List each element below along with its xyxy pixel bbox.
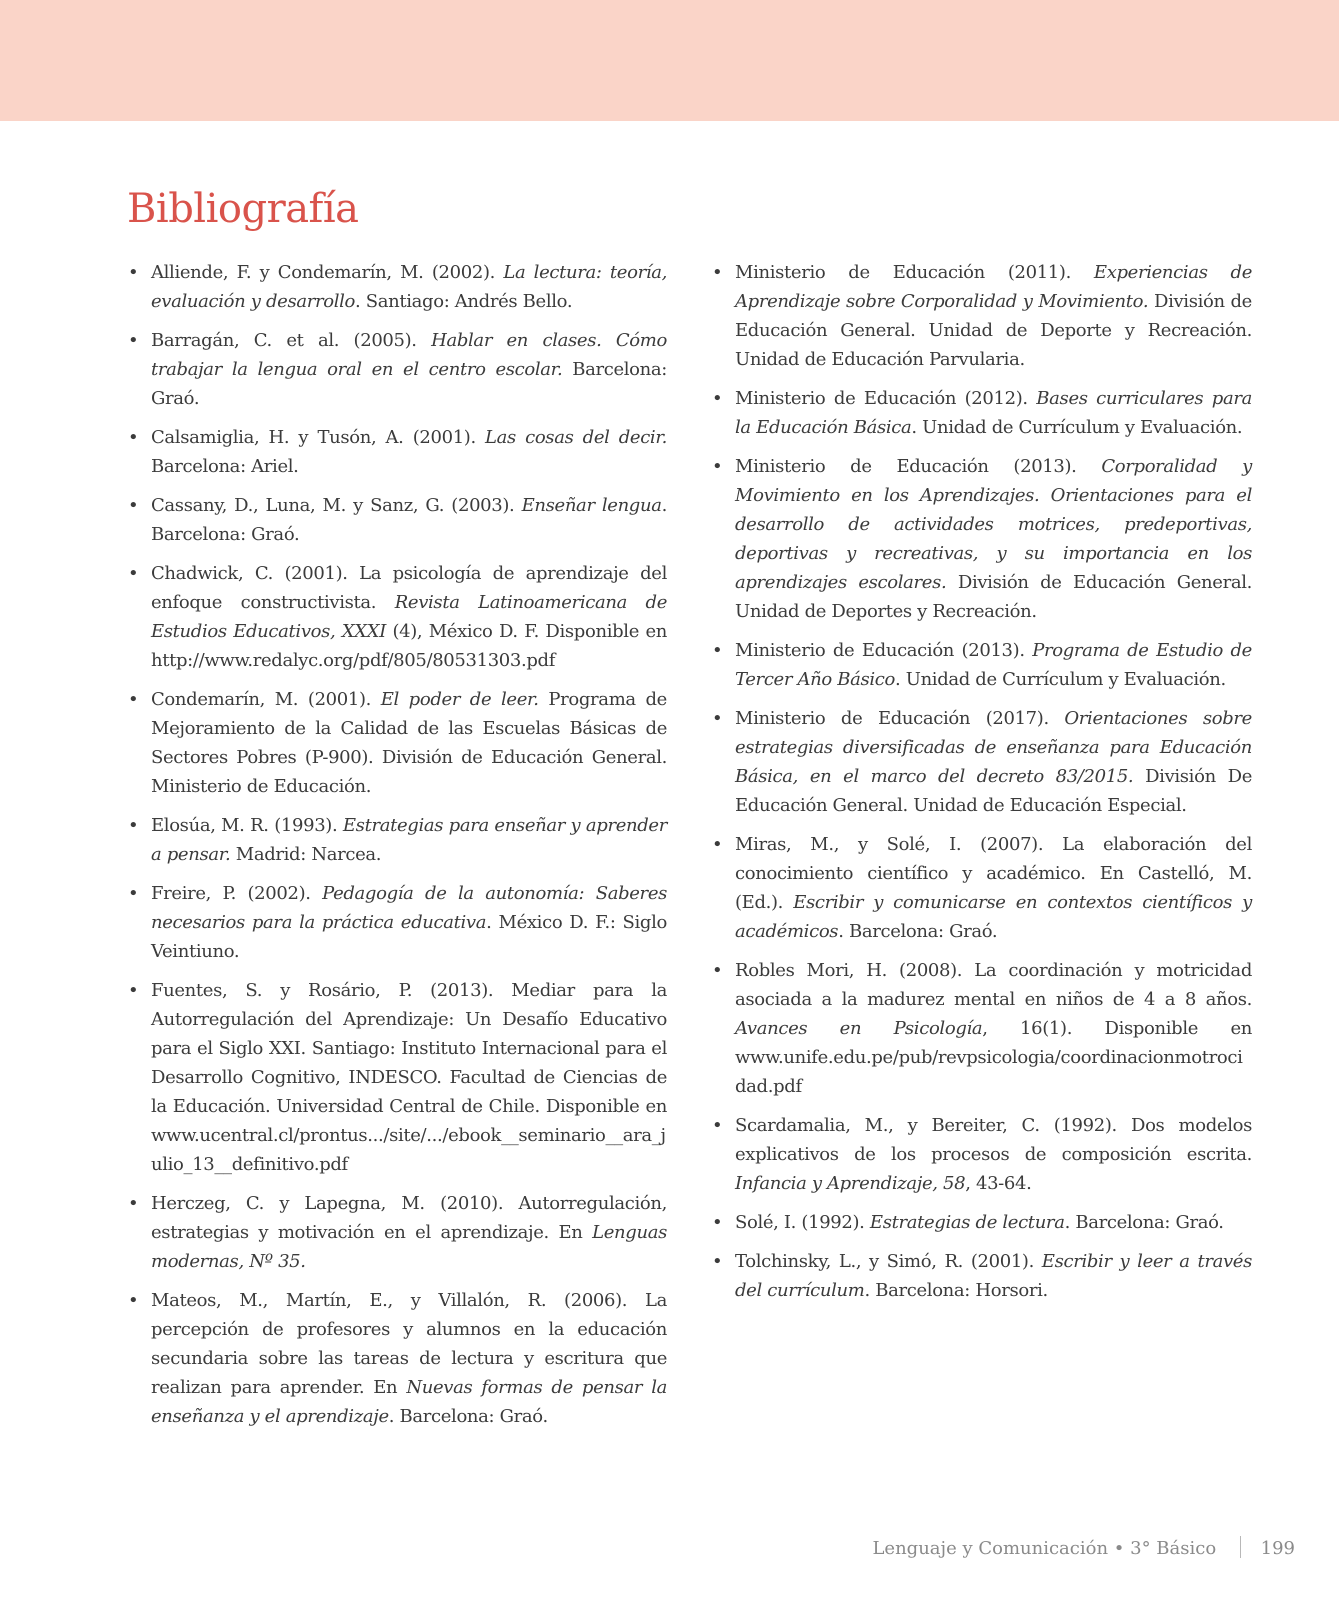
bullet-icon: • — [712, 834, 723, 855]
bibliography-entry — [127, 685, 667, 801]
bullet-icon: • — [712, 960, 723, 981]
bibliography-entry — [127, 258, 667, 316]
entry-title-italic: Orientaciones sobre estrategias diversificadas de enseñanza para Educación Básica, en el marco del decreto 83/2015. — [735, 708, 1252, 787]
bullet-icon: • — [128, 883, 139, 904]
entry-text: Elosúa, M. R. (1993). — [151, 815, 343, 836]
entry-text: Alliende, F. y Condemarín, M. (2002). — [151, 262, 504, 283]
entry-title-italic: El poder de leer. — [380, 689, 539, 710]
entry-text: Mateos, M., Martín, E., y Villalón, R. (2006). La percepción de profesores y alumnos en la educación secundaria sobre las tareas de lectura y escritura que realizan para aprender. En — [151, 1290, 667, 1398]
page-number: 199 — [1260, 1538, 1295, 1559]
bullet-icon: • — [128, 262, 139, 283]
bullet-icon: • — [712, 262, 723, 283]
bibliography-entry — [711, 1208, 1252, 1237]
entry-text: División de Educación General. Unidad de Deporte y Recreación. Unidad de Educación Parvularia. — [735, 291, 1252, 370]
bullet-icon: • — [712, 388, 723, 409]
entry-text: Barcelona: Graó. — [151, 359, 668, 409]
bullet-icon: • — [128, 330, 139, 351]
bullet-icon: • — [712, 640, 723, 661]
entry-text: Freire, P. (2002). — [151, 883, 323, 904]
entry-title-italic: Escribir y leer a través del currículum — [735, 1251, 1252, 1301]
entry-text: Condemarín, M. (2001). — [151, 689, 381, 710]
bibliography-entry — [127, 879, 667, 966]
bullet-icon: • — [128, 1290, 139, 1311]
bullet-icon: • — [712, 1115, 723, 1136]
bibliography-entry — [127, 423, 667, 481]
entry-text: , 43-64. — [965, 1173, 1032, 1194]
entry-title-italic: La lectura: teoría, evaluación y desarrollo — [151, 262, 667, 312]
entry-title-italic: Corporalidad y Movimiento en los Aprendizajes. Orientaciones para el desarrollo de actividades motrices, predeportivas, deportivas y recreativas, y su importancia en los aprendizajes escolares. — [735, 456, 1252, 593]
entry-text: Ministerio de Educación (2012). — [735, 388, 1037, 409]
bibliography-entry — [711, 704, 1252, 820]
entry-title-italic: Avances en Psicología — [735, 1018, 983, 1039]
page-title: Bibliografía — [127, 186, 359, 232]
bibliography-entry — [711, 830, 1252, 946]
bibliography-entry — [711, 1111, 1252, 1198]
page-footer — [872, 1536, 1295, 1561]
entry-text: Tolchinsky, L., y Simó, R. (2001). — [735, 1251, 1042, 1272]
entry-text: Miras, M., y Solé, I. (2007). La elaboración del conocimiento científico y académico. En Castelló, M. (Ed.). — [735, 834, 1252, 913]
entry-text: . Barcelona: Graó. — [388, 1406, 548, 1427]
bibliography-entry — [127, 976, 667, 1179]
bullet-icon: • — [128, 495, 139, 516]
entry-text: . Unidad de Currículum y Evaluación. — [911, 417, 1243, 438]
entry-text: Ministerio de Educación (2017). — [735, 708, 1065, 729]
bullet-icon: • — [128, 563, 139, 584]
entry-title-italic: Escribir y comunicarse en contextos científicos y académicos — [735, 892, 1252, 942]
footer-divider — [1240, 1536, 1241, 1558]
bibliography-entry — [711, 452, 1252, 626]
entry-text: Calsamiglia, H. y Tusón, A. (2001). — [151, 427, 486, 448]
entry-text: . Barcelona: Graó. — [838, 921, 998, 942]
entry-title-italic: Pedagogía de la autonomía: Saberes necesarios para la práctica educativa — [151, 883, 668, 933]
entry-text: Solé, I. (1992). — [735, 1212, 870, 1233]
entry-text: Barragán, C. et al. (2005). — [151, 330, 432, 351]
bibliography-entry — [711, 956, 1252, 1101]
bibliography-entry — [127, 326, 667, 413]
entry-text: Herczeg, C. y Lapegna, M. (2010). Autorregulación, estrategias y motivación en el aprendizaje. En — [151, 1193, 667, 1243]
entry-text: . Barcelona: Graó. — [1064, 1212, 1224, 1233]
entry-text: Programa de Mejoramiento de la Calidad de las Escuelas Básicas de Sectores Pobres (P-900). División de Educación General. Ministerio de Educación. — [151, 689, 667, 797]
entry-text: Ministerio de Educación (2013). — [735, 640, 1033, 661]
entry-title-italic: Hablar en clases. Cómo trabajar la lengua oral en el centro escolar. — [151, 330, 667, 380]
entry-text: Fuentes, S. y Rosário, P. (2013). Mediar para la Autorregulación del Aprendizaje: Un Desafío Educativo para el Siglo XXI. Santiago: Instituto Internacional para el Desarrollo Cognitivo, INDESCO. Facultad de Ciencias de la Educación. Universidad Central de Chile. Disponible en www.ucentral.cl/prontus.../site/.../ebook__seminario__ara_julio_13__definitivo.pdf — [151, 980, 667, 1175]
entry-title-italic: Estrategias para enseñar y aprender a pensar. — [151, 815, 667, 865]
bibliography-entry — [711, 1247, 1252, 1305]
entry-text: Robles Mori, H. (2008). La coordinación y motricidad asociada a la madurez mental en niños de 4 a 8 años. — [735, 960, 1252, 1010]
bullet-icon: • — [128, 815, 139, 836]
bibliography-entry — [127, 1286, 667, 1431]
entry-text: Ministerio de Educación (2013). — [735, 456, 1102, 477]
bullet-icon: • — [712, 456, 723, 477]
bibliography-entry — [711, 636, 1252, 694]
entry-text: . Unidad de Currículum y Evaluación. — [895, 669, 1226, 690]
entry-title-italic: Enseñar lengua — [521, 495, 662, 516]
bibliography-entry — [711, 384, 1252, 442]
entry-title-italic: Bases curriculares para la Educación Básica — [735, 388, 1252, 438]
entry-text: Chadwick, C. (2001). La psicología de aprendizaje del enfoque constructivista. — [151, 563, 667, 613]
entry-title-italic: Programa de Estudio de Tercer Año Básico — [735, 640, 1252, 690]
bibliography-entry — [127, 491, 667, 549]
entry-title-italic: Revista Latinoamericana de Estudios Educativos, XXXI — [151, 592, 667, 642]
bullet-icon: • — [128, 427, 139, 448]
entry-text: Cassany, D., Luna, M. y Sanz, G. (2003). — [151, 495, 522, 516]
entry-text: . Barcelona: Graó. — [151, 495, 667, 545]
bullet-icon: • — [128, 689, 139, 710]
entry-text: Madrid: Narcea. — [230, 844, 382, 865]
bullet-icon: • — [712, 708, 723, 729]
entry-text: , 16(1). Disponible en www.unife.edu.pe/pub/revpsicologia/coordinacionmotrocidad.pdf — [735, 1018, 1252, 1097]
entry-title-italic: Infancia y Aprendizaje, 58 — [735, 1173, 966, 1194]
bibliography-left-column — [127, 258, 667, 1441]
bullet-icon: • — [128, 980, 139, 1001]
bibliography-entry — [127, 1189, 667, 1276]
header-band — [0, 0, 1339, 121]
bibliography-entry — [127, 811, 667, 869]
entry-title-italic: Lenguas modernas, Nº 35. — [151, 1222, 667, 1272]
entry-text: Barcelona: Ariel. — [151, 456, 299, 477]
entry-text: . México D. F.: Siglo Veintiuno. — [151, 912, 667, 962]
bibliography-entry — [711, 258, 1252, 374]
entry-title-italic: Experiencias de Aprendizaje sobre Corporalidad y Movimiento. — [735, 262, 1252, 312]
entry-text: División de Educación General. Unidad de Deportes y Recreación. — [735, 572, 1252, 622]
entry-title-italic: Nuevas formas de pensar la enseñanza y el aprendizaje — [151, 1377, 667, 1427]
bullet-icon: • — [712, 1212, 723, 1233]
entry-title-italic: Las cosas del decir. — [485, 427, 667, 448]
entry-text: División De Educación General. Unidad de Educación Especial. — [735, 766, 1252, 816]
bullet-icon: • — [712, 1251, 723, 1272]
entry-text: . Barcelona: Horsori. — [864, 1280, 1048, 1301]
bibliography-right-column — [711, 258, 1252, 1315]
bibliography-entry — [127, 559, 667, 675]
entry-text: (4), México D. F. Disponible en http://www.redalyc.org/pdf/805/80531303.pdf — [151, 621, 667, 671]
entry-title-italic: Estrategias de lectura — [869, 1212, 1065, 1233]
footer-subject: Lenguaje y Comunicación • 3° Básico — [872, 1538, 1217, 1559]
entry-text: Scardamalia, M., y Bereiter, C. (1992). Dos modelos explicativos de los procesos de composición escrita. — [735, 1115, 1252, 1165]
entry-text: . Santiago: Andrés Bello. — [355, 291, 573, 312]
bullet-icon: • — [128, 1193, 139, 1214]
entry-text: Ministerio de Educación (2011). — [735, 262, 1094, 283]
